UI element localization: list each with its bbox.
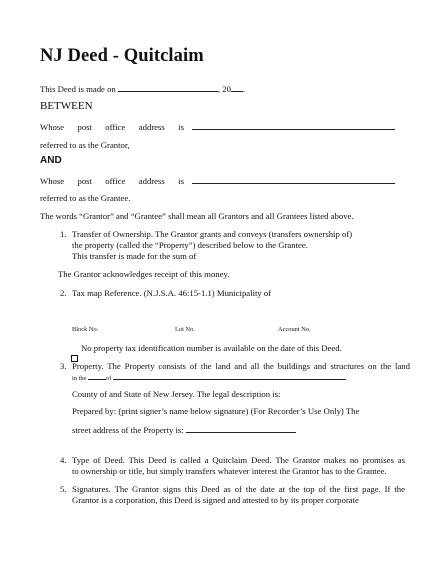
- municipality-type-field[interactable]: [88, 373, 106, 380]
- grantor-address-label-1: Whose: [40, 122, 65, 132]
- item-4-number: 4.: [60, 455, 67, 465]
- grantee-address-label-2: post: [77, 176, 92, 186]
- date-blank-field[interactable]: [118, 83, 218, 92]
- grantee-referred: referred to as the Grantee.: [40, 193, 131, 203]
- item-1-number: 1.: [60, 229, 67, 239]
- item-5-line-2: Grantor is a corporation, this Deed is signed and attested to by its proper corporate: [72, 495, 359, 505]
- item-3-line-2: [72, 373, 346, 382]
- made-on-line: [40, 83, 245, 94]
- year-blank-field[interactable]: [231, 83, 246, 94]
- county-line: County of and State of New Jersey. The legal description is:: [72, 389, 281, 399]
- item-5-number: 5.: [60, 484, 67, 494]
- lot-number-label: Lot No.: [175, 326, 195, 333]
- item-3-number: 3.: [60, 361, 67, 371]
- grantor-address-field[interactable]: [192, 121, 395, 130]
- made-on-end: .: [242, 84, 246, 94]
- street-address-label: street address of the Property is:: [72, 425, 184, 435]
- and-heading: AND: [40, 155, 62, 166]
- grantor-address-label-2: post: [77, 122, 92, 132]
- item-2-line-1: Tax map Reference. (N.J.S.A. 46:15-1.1) Municipality of: [72, 288, 272, 298]
- block-number-label: Block No.: [72, 326, 99, 333]
- grantee-address-line: [40, 175, 355, 186]
- item-5-line-1: Signatures. The Grantor signs this Deed as of the date at the top of the first page. If the: [72, 484, 405, 494]
- made-on-mid: , 20: [217, 84, 231, 94]
- made-on-prefix: This Deed is made on: [40, 84, 116, 94]
- street-address-field[interactable]: [186, 424, 296, 433]
- prepared-by-line: Prepared by: (print signer’s name below signature) (For Recorder’s Use Only) The: [72, 406, 360, 416]
- grantee-address-field[interactable]: [192, 175, 395, 184]
- grantor-referred: referred to as the Grantor,: [40, 140, 130, 150]
- item-3-line-1: Property. The Property consists of the land and all the buildings and structures on the land: [72, 361, 410, 371]
- no-tax-id-text: No property tax identification number is available on the date of this Deed.: [81, 343, 342, 353]
- item-1-line-2: the property (called the “Property”) described below to the Grantee.: [72, 240, 308, 250]
- acknowledge-text: The Grantor acknowledges receipt of this money.: [58, 269, 230, 279]
- grantor-address-label-4: address: [138, 122, 165, 132]
- street-address-line: [72, 424, 296, 435]
- definition-text: The words “Grantor” and “Grantee” shall mean all Grantors and all Grantees listed above.: [40, 211, 354, 221]
- item-4-line-1: Type of Deed. This Deed is called a Quitclaim Deed. The Grantor makes no promises as: [72, 455, 405, 465]
- grantor-address-label-3: office: [105, 122, 126, 132]
- grantee-address-label-1: Whose: [40, 176, 65, 186]
- of-label: of: [106, 375, 112, 382]
- municipality-name-field[interactable]: [113, 373, 346, 380]
- item-1-line-1: Transfer of Ownership. The Grantor grants and conveys (transfers ownership of): [72, 229, 353, 239]
- grantor-address-line: [40, 121, 355, 132]
- in-the-label: in the: [72, 375, 87, 382]
- item-1-line-3: This transfer is made for the sum of: [72, 251, 197, 261]
- grantee-address-label-5: is: [178, 176, 184, 186]
- item-4-line-2: to ownership or title, but simply transfers whatever interest the Grantor has to the Grantee.: [72, 466, 387, 476]
- account-number-label: Account No.: [278, 326, 311, 333]
- grantee-address-label-3: office: [105, 176, 126, 186]
- between-heading: BETWEEN: [40, 100, 93, 112]
- document-title: NJ Deed - Quitclaim: [40, 46, 204, 66]
- item-2-number: 2.: [60, 288, 67, 298]
- grantee-address-label-4: address: [138, 176, 165, 186]
- grantor-address-label-5: is: [178, 122, 184, 132]
